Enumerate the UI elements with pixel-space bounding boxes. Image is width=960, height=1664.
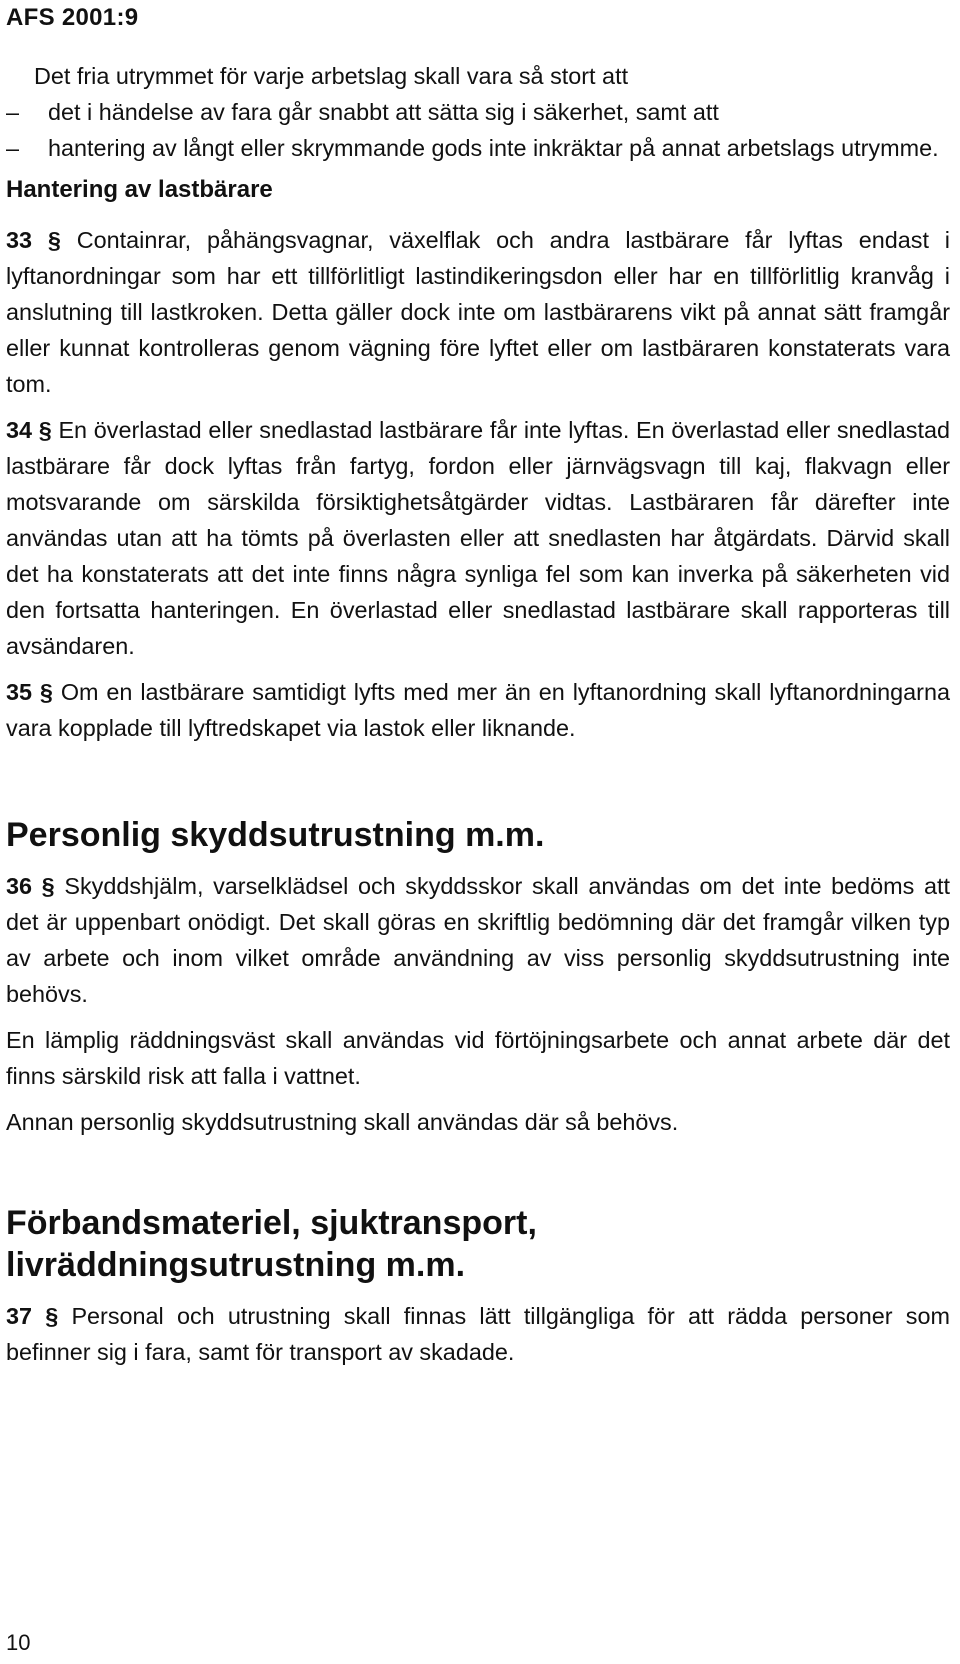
list-item: – hantering av långt eller skrymmande gods inte inkräktar på annat arbetslags utrymme.	[48, 130, 950, 166]
paragraph-37	[6, 1298, 950, 1370]
list-item: – det i händelse av fara går snabbt att sätta sig i säkerhet, samt att	[48, 94, 950, 130]
paragraph-33	[6, 222, 950, 402]
subsection-heading: Hantering av lastbärare	[6, 176, 273, 203]
paragraph-text: Containrar, påhängsvagnar, växelflak och andra lastbärare får lyftas endast i lyftanordningar som har ett tillförlitligt lastindikeringsdon eller har en tillförlitlig kranvåg i anslutning till lastkroken. Detta gäller dock inte om lastbärarens vikt på annat sätt framgår eller kunnat kontrolleras genom vägning före lyftet eller om lastbäraren konstaterats vara tom.	[6, 227, 950, 397]
intro-text: Det fria utrymmet för varje arbetslag skall vara så stort att	[34, 63, 629, 89]
paragraph-number: 34 §	[6, 417, 52, 443]
intro-list	[6, 94, 950, 166]
paragraph-35	[6, 674, 950, 746]
paragraph-34	[6, 412, 950, 664]
document-page	[6, 0, 950, 1664]
paragraph-36-third: Annan personlig skyddsutrustning skall användas där så behövs.	[6, 1109, 679, 1135]
section-heading-first-aid	[6, 1202, 950, 1286]
paragraph-text: Om en lastbärare samtidigt lyfts med mer än en lyftanordning skall lyftanordningarna vara kopplade till lyftredskapet via lastok eller liknande.	[6, 679, 950, 741]
section-heading-ppe: Personlig skyddsutrustning m.m.	[6, 816, 545, 854]
page-number: 10	[6, 1630, 31, 1655]
paragraph-number: 35 §	[6, 679, 53, 705]
document-body	[6, 58, 950, 1370]
paragraph-number: 37 §	[6, 1303, 59, 1329]
paragraph-36	[6, 868, 950, 1012]
paragraph-text: En överlastad eller snedlastad lastbärare får inte lyftas. En överlastad eller snedlastad lastbärare får dock lyftas från fartyg, fordon eller järnvägsvagn till kaj, flakvagn eller motsvarande om särskilda försiktighetsåtgärder vidtas. Lastbäraren får därefter inte användas utan att ha tömts på överlasten eller att snedlasten har åtgärdats. Därvid skall det ha konstaterats att det inte finns några synliga fel som kan inverka på säkerheten vid den fortsatta hanteringen. En överlastad eller snedlastad lastbärare skall rapporteras till avsändaren.	[6, 417, 950, 659]
document-id: AFS 2001:9	[6, 4, 139, 31]
paragraph-text: Personal och utrustning skall finnas lätt tillgängliga för att rädda personer som befinner sig i fara, samt för transport av skadade.	[6, 1303, 950, 1365]
paragraph-number: 36 §	[6, 873, 55, 899]
heading-line: Förbandsmateriel, sjuktransport,	[6, 1204, 537, 1242]
heading-line: livräddningsutrustning m.m.	[6, 1246, 466, 1284]
paragraph-number: 33 §	[6, 227, 61, 253]
paragraph-text: Skyddshjälm, varselklädsel och skyddsskor skall användas om det inte bedöms att det är uppenbart onödigt. Det skall göras en skriftlig bedömning där det framgår vilken typ av arbete och inom vilket område användning av viss personlig skyddsutrustning inte behövs.	[6, 873, 951, 1007]
paragraph-36-second: En lämplig räddningsväst skall användas vid förtöjningsarbete och annat arbete där det finns särskild risk att falla i vattnet.	[6, 1027, 950, 1089]
